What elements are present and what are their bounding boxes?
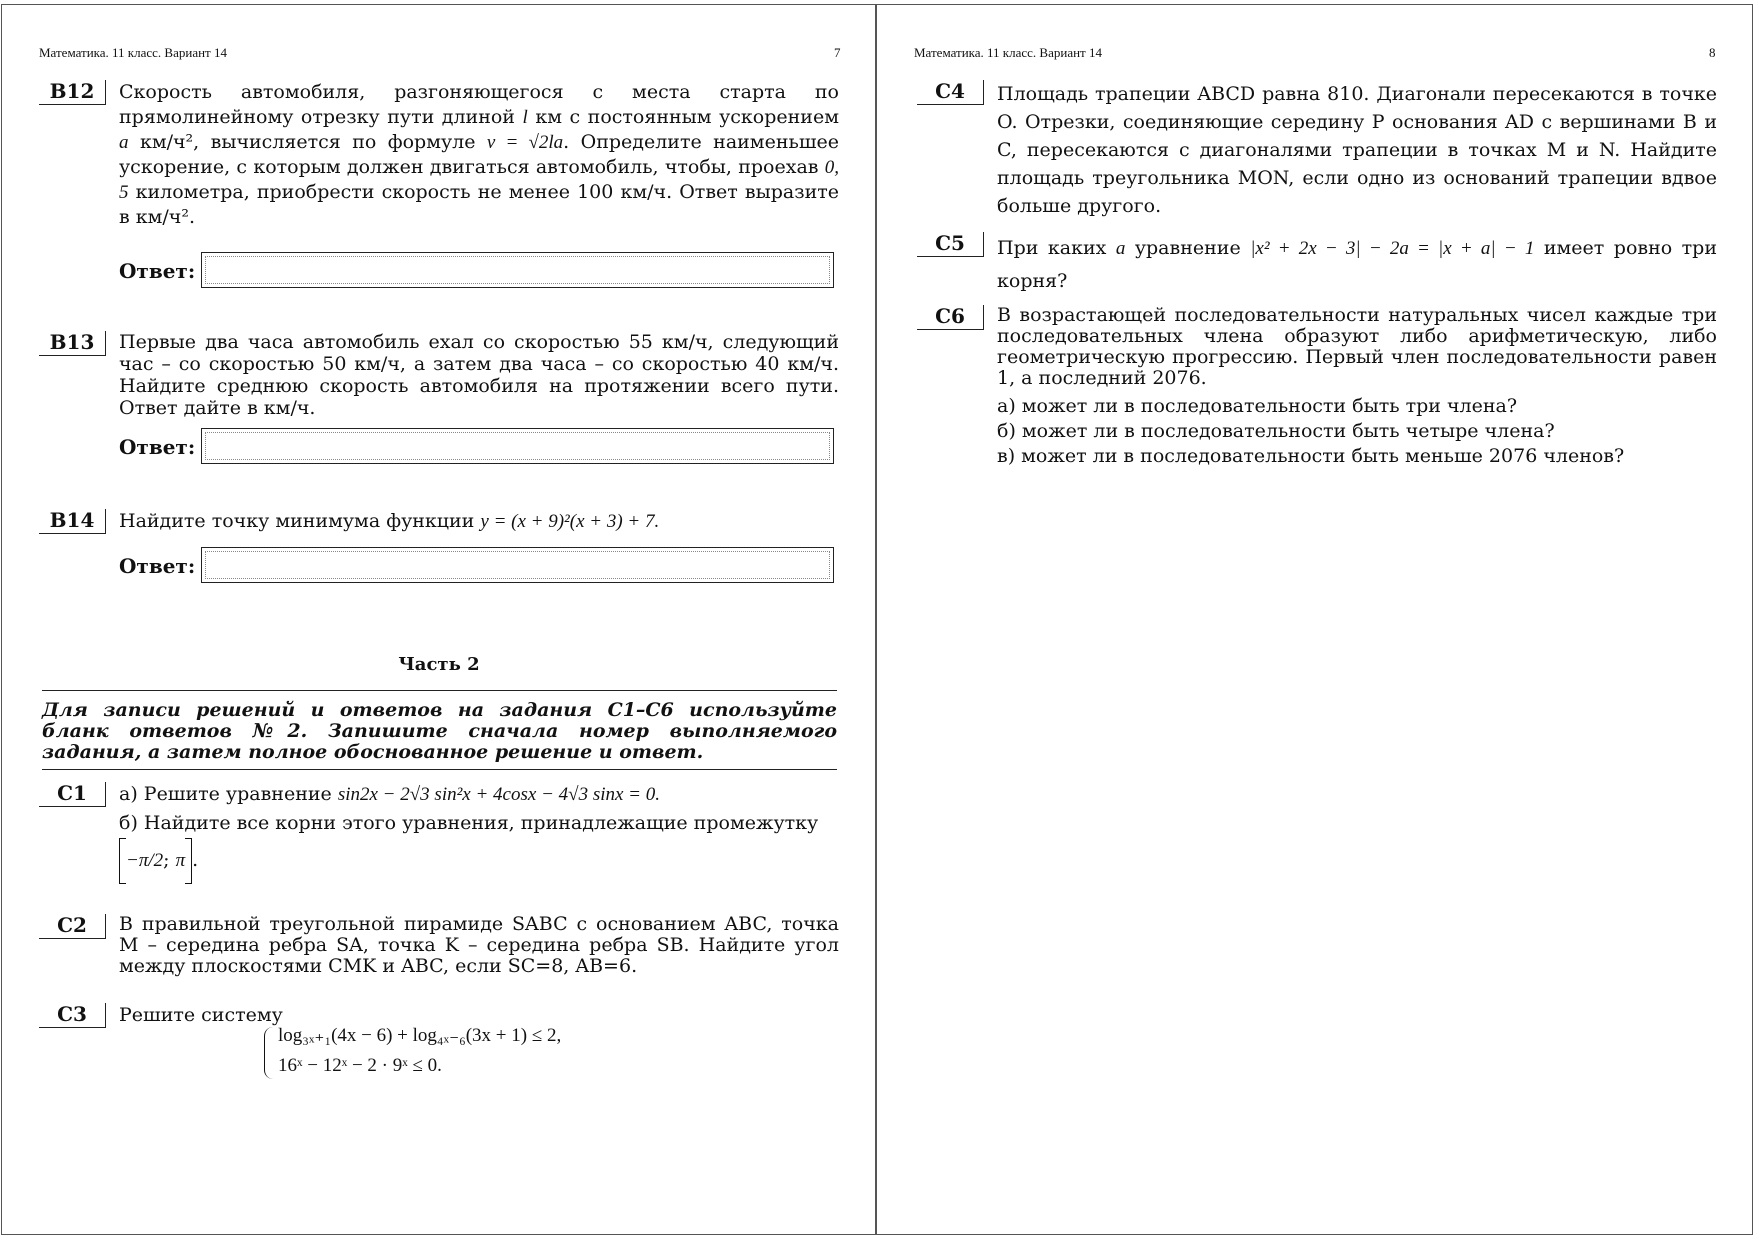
task-question-b: б) может ли в последовательности быть четыре члена? [997,420,1555,442]
math-value: 0, 5 [119,157,839,203]
bracket-left [119,838,126,884]
task-text-part: км/ч², вычисляется по формуле [139,131,476,153]
math-var: a [119,132,129,153]
task-text-part: а) Решите уравнение [119,783,332,805]
task-label: C6 [917,305,984,330]
task-text: Решите систему [119,1004,283,1026]
task-question-c: в) может ли в последовательности быть меньше 2076 членов? [997,445,1625,467]
task-text-part: Скорость автомобиля, разгоняющегося с места старта по прямолинейному отрезку пути длиной [119,81,839,128]
system-equation-1: log₃ₓ₊₁(4x − 6) + log₄ₓ₋₆(3x + 1) ≤ 2, [278,1025,562,1046]
page-number: 7 [834,45,841,60]
left-page [1,4,876,1235]
task-label: C2 [39,914,106,939]
page-header: Математика. 11 класс. Вариант 14 [39,45,227,60]
task-text-part: км с постоянным ускорением [535,106,839,128]
task-text: В правильной треугольной пирамиде SABC с основанием ABC, точка M – середина ребра SA, точка K – середина ребра SB. Найдите угол между плоскостями CMK и ABC, если SC=8, AB=6. [119,913,839,977]
task-label: B12 [39,80,106,105]
task-text-part: имеет ровно три корня? [997,237,1718,292]
math-formula: y = (x + 9)²(x + 3) + 7. [480,511,660,532]
task-c1 [39,782,839,892]
task-label: B14 [39,509,106,534]
answer-label: Ответ: [119,259,196,283]
answer-box-b14[interactable] [201,547,834,583]
task-c4 [917,80,1717,220]
task-text-part: В возрастающей последовательности натуральных чисел каждые три последовательных члена образуют либо арифметическую, либо геометрическую прогрессию. Первый член последовательности равен 1, а последний 2076. [997,304,1717,389]
answer-box-b12[interactable] [201,252,834,288]
page-number: 8 [1709,45,1716,60]
equation-system [264,1021,561,1081]
task-text [119,80,839,230]
math-interval-end: π [175,850,186,871]
task-text-part: При каких [997,237,1107,259]
answer-label: Ответ: [119,554,196,578]
task-text [997,232,1717,298]
task-label: C4 [917,80,984,105]
answer-label: Ответ: [119,435,196,459]
task-question-a: а) может ли в последовательности быть три члена? [997,395,1518,417]
math-interval-start: −π/2 [126,850,164,871]
task-text: Площадь трапеции ABCD равна 810. Диагонали пересекаются в точке O. Отрезки, соединяющие середину P основания AD с вершинами B и C, пересекаются с диагоналями трапеции в точках M и N. Найдите площадь треугольника MON, если одно из оснований трапеции вдвое больше другого. [997,83,1717,217]
task-label: C5 [917,232,984,257]
task-text-part: . Определите наименьшее ускорение, с которым должен двигаться автомобиль, чтобы, проехав [119,131,839,178]
task-label: B13 [39,331,106,356]
math-var: l [522,107,528,128]
task-text-part: Найдите точку минимума функции [119,510,475,532]
task-text-part: километра, приобрести скорость не менее 100 км/ч. Ответ выразите в км/ч². [119,181,839,228]
task-label: C3 [39,1003,106,1028]
task-c6 [917,305,1717,485]
task-text [997,305,1717,469]
math-formula: v = √2la [486,132,564,153]
task-b14 [39,509,839,589]
task-label: C1 [39,782,106,807]
task-c2 [39,914,839,984]
math-formula: sin2x − 2√3 sin²x + 4cosx − 4√3 sinx = 0. [337,784,660,805]
math-var: a [1115,238,1126,259]
task-text-part: б) Найдите все корни этого уравнения, принадлежащие промежутку [119,812,819,834]
task-text: Первые два часа автомобиль ехал со скоростью 55 км/ч, следующий час – со скоростью 50 км/ч, а затем два часа – со скоростью 40 км/ч. Найдите среднюю скорость автомобиля на протяжении всего пути. Ответ дайте в км/ч. [119,331,839,419]
system-equation-2: 16ˣ − 12ˣ − 2 · 9ˣ ≤ 0. [278,1055,442,1076]
task-text [119,509,839,534]
part2-instructions: Для записи решений и ответов на задания С1–С6 используйте бланк ответов №2. Запишите сначала номер выполняемого задания, а затем полное обоснованное решение и ответ. [42,690,837,770]
task-text-part: уравнение [1134,237,1241,259]
bracket-right [185,838,192,884]
part2-title: Часть 2 [398,654,480,675]
right-page [876,4,1753,1235]
task-text: а) Решите уравнение sin2x − 2√3 sin²x + 4cosx − 4√3 sinx = 0. б) Найдите все корни этого уравнения, принадлежащие промежутку −π/2; π . [119,782,839,884]
task-c5 [917,232,1717,292]
task-b13 [39,331,839,471]
page-header: Математика. 11 класс. Вариант 14 [914,45,1102,60]
task-b12 [39,80,839,295]
system-brace [264,1027,273,1079]
math-formula: |x² + 2x − 3| − 2a = |x + a| − 1 [1250,238,1535,259]
answer-box-b13[interactable] [201,428,834,464]
